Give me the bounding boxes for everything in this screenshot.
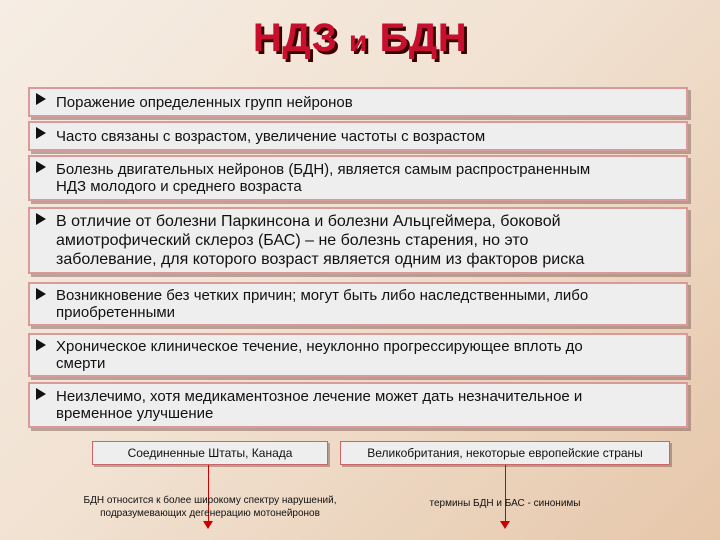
bullet-arrow-icon	[36, 339, 46, 351]
bullet-arrow-icon	[36, 127, 46, 139]
bullet-text-7: Неизлечимо, хотя медикаментозное лечение может дать незначительное и временное улучшение	[56, 388, 583, 422]
tag-uk-europe: Великобритания, некоторые европейские страны	[340, 441, 670, 465]
bullet-text-6: Хроническое клиническое течение, неуклонно прогрессирующее вплоть до смерти	[56, 338, 583, 372]
title-part-3: БДН	[379, 16, 468, 60]
bullet-box-1	[28, 87, 688, 117]
arrow-down-icon	[500, 521, 510, 529]
bullet-arrow-icon	[36, 213, 46, 225]
bullet-box-5	[28, 282, 688, 326]
bullet-arrow-icon	[36, 161, 46, 173]
bullet-text-5: Возникновение без четких причин; могут быть либо наследственными, либо приобретенными	[56, 287, 589, 321]
arrow-down-icon	[203, 521, 213, 529]
slide-title	[0, 16, 720, 61]
bullet-text-3: Болезнь двигательных нейронов (БДН), является самым распространенным НДЗ молодого и среднего возраста	[56, 161, 591, 195]
note-right: термины БДН и БАС - синонимы	[429, 498, 581, 509]
bullet-box-2	[28, 121, 688, 151]
bullet-arrow-icon	[36, 288, 46, 300]
title-part-2: и	[348, 25, 368, 58]
bullet-box-3	[28, 155, 688, 201]
bullet-arrow-icon	[36, 93, 46, 105]
bullet-text-1: Поражение определенных групп нейронов	[56, 93, 353, 111]
bullet-arrow-icon	[36, 388, 46, 400]
bullet-text-4: В отличие от болезни Паркинсона и болезни Альцгеймера, боковой амиотрофический склероз (БАС) – не болезнь старения, но это заболевание, для которого возраст является одним из факторов риска	[56, 213, 585, 268]
bullet-box-4	[28, 207, 688, 274]
connector-line-right	[505, 465, 506, 522]
bullet-box-7	[28, 382, 688, 428]
title-part-1: НДЗ	[252, 16, 338, 60]
bullet-text-2: Часто связаны с возрастом, увеличение частоты с возрастом	[56, 127, 486, 145]
tag-usa-canada: Соединенные Штаты, Канада	[92, 441, 328, 465]
bullet-box-6	[28, 333, 688, 377]
note-left: БДН относится к более широкому спектру нарушений, подразумевающих дегенерацию мотонейронов	[83, 495, 337, 519]
